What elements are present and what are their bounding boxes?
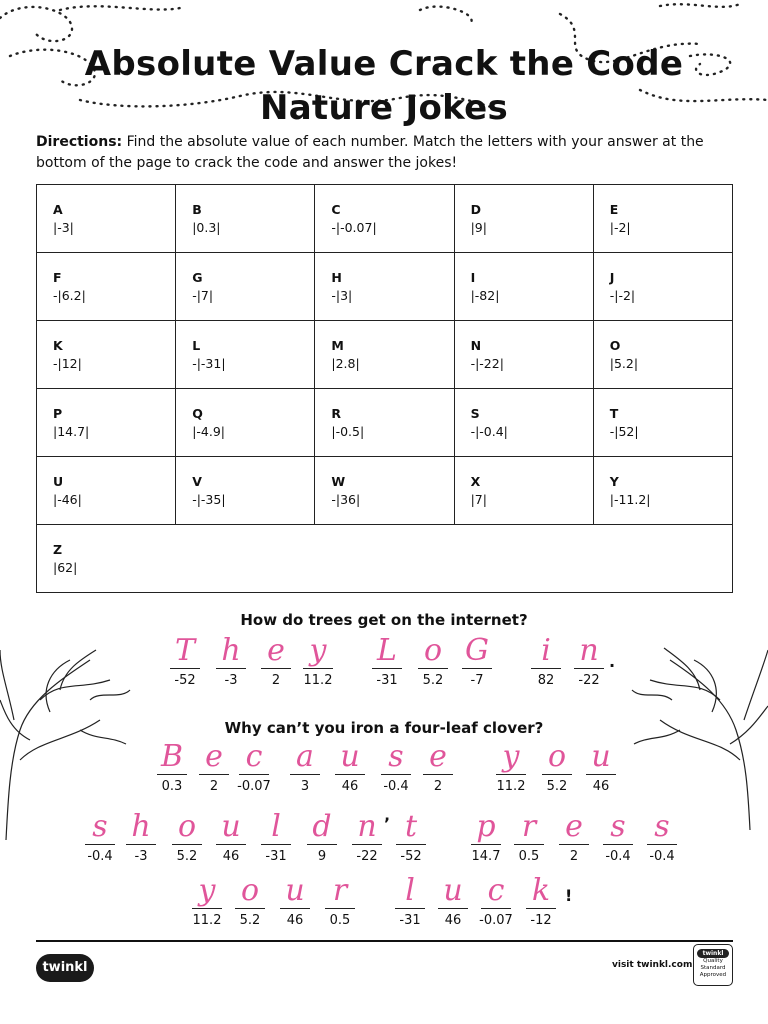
joke-1-slot[interactable] [528,633,564,689]
badge-text: Quality Standard Approved [699,958,727,978]
code-letter: Y [609,473,619,489]
code-number: -22 [578,673,600,688]
code-cell-n [454,321,593,389]
code-number: 5.2 [239,913,261,928]
joke-2-line-2-slot[interactable] [258,809,294,865]
code-number: -52 [174,673,196,688]
code-expression: -|-2| [609,287,636,303]
code-number: 0.5 [518,849,540,864]
code-expression: |9| [470,219,487,235]
code-number: 3 [300,779,310,794]
code-number: 2 [271,673,281,688]
handwritten-letter: e [429,739,447,774]
code-number: 11.2 [192,913,222,928]
code-cell-g [176,253,315,321]
joke-2-apostrophe: ’ [384,814,391,833]
blank-line [559,844,589,845]
code-expression: -|-0.07| [331,219,377,235]
code-expression: |-4.9| [192,423,225,439]
code-cell-h [315,253,454,321]
code-number: -0.4 [87,849,113,864]
twinkl-logo: twinkl [36,954,94,982]
code-cell-y [593,457,732,525]
handwritten-letter: e [205,739,223,774]
code-number: 0.3 [161,779,183,794]
blank-line [235,908,265,909]
code-cell-v [176,457,315,525]
blank-line [542,774,572,775]
blank-line [603,844,633,845]
code-cell-t [593,389,732,457]
blank-line [290,774,320,775]
code-letter: B [192,201,202,217]
code-cell-f [37,253,176,321]
code-table-row [37,389,733,457]
blank-line [531,668,561,669]
handwritten-letter: o [423,633,443,668]
joke-1-slot[interactable] [369,633,405,689]
code-cell-r [315,389,454,457]
joke-2-line-1-slot[interactable] [236,739,272,795]
code-cell-o [593,321,732,389]
blank-line [192,908,222,909]
code-letter: S [470,405,480,421]
joke-1-slot[interactable] [415,633,451,689]
code-number: 82 [537,673,555,688]
blank-line [307,844,337,845]
code-cell-a [37,185,176,253]
code-table [36,184,733,593]
handwritten-letter: s [92,809,108,844]
joke-2-line-3-slot[interactable] [523,873,559,929]
blank-line [303,668,333,669]
title-line-1: Absolute Value Crack the Code [84,44,684,84]
handwritten-letter: s [610,809,626,844]
code-expression: -|52| [609,423,639,439]
code-number: 2 [569,849,579,864]
joke-2-line-2-slot[interactable] [468,809,504,865]
blank-line [170,668,200,669]
blank-line [239,774,269,775]
code-table-row [37,525,733,593]
handwritten-letter: r [521,809,537,844]
handwritten-letter: a [296,739,314,774]
joke-2-line-2-slot[interactable] [123,809,159,865]
code-number: 46 [222,849,240,864]
joke-2-line-2-slot[interactable] [393,809,429,865]
blank-line [526,908,556,909]
code-letter: T [609,405,619,421]
code-letter: W [331,473,346,489]
blank-line [352,844,382,845]
handwritten-letter: s [388,739,404,774]
handwritten-letter: u [340,739,360,774]
code-expression: |7| [470,491,487,507]
blank-line [216,844,246,845]
code-cell-l [176,321,315,389]
blank-line [471,844,501,845]
blank-line [261,668,291,669]
code-expression: -|-22| [470,355,504,371]
joke-2-line-1-slot[interactable] [539,739,575,795]
joke-2-line-3-slot[interactable] [277,873,313,929]
handwritten-letter: n [357,809,377,844]
handwritten-letter: G [465,633,489,668]
code-cell-j [593,253,732,321]
blank-line [418,668,448,669]
code-letter: E [609,201,619,217]
handwritten-letter: u [443,873,463,908]
handwritten-letter: k [531,873,551,908]
handwritten-letter: h [131,809,151,844]
code-cell-m [315,321,454,389]
code-table-row [37,253,733,321]
code-letter: D [470,201,481,217]
blank-line [372,668,402,669]
blank-line [462,668,492,669]
code-number: 46 [444,913,462,928]
code-letter: P [53,405,63,421]
code-expression: |0.3| [192,219,221,235]
handwritten-letter: T [174,633,195,668]
blank-line [574,668,604,669]
code-number: 46 [286,913,304,928]
code-number: 14.7 [471,849,501,864]
visit-link[interactable]: visit twinkl.com [612,960,693,970]
joke-2-line-3-slot[interactable] [322,873,358,929]
code-expression: -|3| [331,287,353,303]
code-number: -0.4 [383,779,409,794]
blank-line [647,844,677,845]
code-number: 5.2 [546,779,568,794]
code-table-row [37,185,733,253]
code-expression: -|7| [192,287,214,303]
code-letter: V [192,473,202,489]
code-expression: |2.8| [331,355,360,371]
joke-2-line-3-slot[interactable] [392,873,428,929]
code-letter: A [53,201,63,217]
joke-2-line-1-slot[interactable] [493,739,529,795]
code-number: -31 [399,913,421,928]
code-number: -52 [400,849,422,864]
code-number: -31 [265,849,287,864]
handwritten-letter: h [221,633,241,668]
code-number: 5.2 [176,849,198,864]
code-letter: I [470,269,476,285]
code-table-row [37,457,733,525]
footer-divider [36,940,733,942]
code-letter: F [53,269,62,285]
handwritten-letter: d [312,809,332,844]
code-letter: U [53,473,64,489]
handwritten-letter: u [221,809,241,844]
code-expression: |-2| [609,219,631,235]
code-expression: |-3| [53,219,74,235]
code-cell-p [37,389,176,457]
blank-line [172,844,202,845]
code-cell-d [454,185,593,253]
blank-line [280,908,310,909]
blank-line [126,844,156,845]
code-number: -0.07 [237,779,271,794]
code-cell-u [37,457,176,525]
joke-2-line-2-slot[interactable] [644,809,680,865]
handwritten-letter: r [332,873,348,908]
code-number: 11.2 [496,779,526,794]
code-letter: Q [192,405,203,421]
blank-line [216,668,246,669]
blank-line [395,908,425,909]
code-number: -7 [470,673,484,688]
code-cell-s [454,389,593,457]
code-expression: |5.2| [609,355,639,371]
joke-1-slot[interactable] [167,633,203,689]
handwritten-letter: p [476,809,496,844]
code-number: -12 [530,913,552,928]
code-expression: |-11.2| [609,491,651,507]
code-cell-q [176,389,315,457]
handwritten-letter: c [245,739,263,774]
code-number: -0.07 [479,913,513,928]
handwritten-letter: u [285,873,305,908]
joke-1-end-punct: . [609,652,616,671]
quality-badge [693,944,733,986]
joke-1-slot[interactable] [300,633,336,689]
joke-2-line-1-slot[interactable] [332,739,368,795]
handwritten-letter: y [198,873,216,908]
code-letter: Z [53,541,63,557]
code-letter: L [192,337,201,353]
code-number: 11.2 [303,673,333,688]
page-title [0,42,768,130]
joke-1-slot[interactable] [571,633,607,689]
joke-2-line-2-slot[interactable] [213,809,249,865]
code-cell-z [37,525,733,593]
blank-line [481,908,511,909]
directions-label: Directions: [36,134,123,150]
blank-line [496,774,526,775]
joke-2-line-1-slot[interactable] [154,739,190,795]
code-number: 46 [341,779,359,794]
blank-line [423,774,453,775]
joke-2-line-2-slot[interactable] [169,809,205,865]
code-number: -3 [224,673,238,688]
code-number: 46 [592,779,610,794]
code-letter: K [53,337,63,353]
code-number: 2 [209,779,219,794]
code-expression: -|12| [53,355,82,371]
blank-line [438,908,468,909]
code-cell-x [454,457,593,525]
badge-brand: twinkl [697,949,729,958]
code-number: -31 [376,673,398,688]
handwritten-letter: l [271,809,281,844]
joke-2-line-3-slot[interactable] [189,873,225,929]
title-line-2: Nature Jokes [259,88,509,128]
handwritten-letter: o [240,873,260,908]
code-expression: -|-35| [192,491,226,507]
joke-2-line-1-slot[interactable] [583,739,619,795]
code-letter: G [192,269,203,285]
blank-line [157,774,187,775]
joke-2-line-2-slot[interactable] [349,809,385,865]
joke-1-slot[interactable] [459,633,495,689]
code-cell-k [37,321,176,389]
joke-2-line-3-slot[interactable] [478,873,514,929]
code-letter: H [331,269,342,285]
blank-line [586,774,616,775]
blank-line [261,844,291,845]
code-expression: -|-31| [192,355,226,371]
handwritten-letter: c [487,873,505,908]
code-cell-e [593,185,732,253]
blank-line [514,844,544,845]
handwritten-letter: i [541,633,551,668]
blank-line [396,844,426,845]
joke-2-line-2-slot[interactable] [600,809,636,865]
handwritten-letter: s [654,809,670,844]
handwritten-letter: t [404,809,418,844]
joke-1-question: How do trees get on the internet? [240,611,528,629]
joke-2-line-2-slot[interactable] [511,809,547,865]
blank-line [325,908,355,909]
code-cell-i [454,253,593,321]
handwritten-letter: L [377,633,397,668]
code-expression: |-46| [53,491,82,507]
tree-right-illustration [632,648,768,830]
joke-2-line-2-slot[interactable] [304,809,340,865]
code-letter: C [331,201,341,217]
handwritten-letter: e [267,633,285,668]
code-expression: |-0.5| [331,423,365,439]
handwritten-letter: y [309,633,327,668]
code-cell-w [315,457,454,525]
joke-2-line-2-slot[interactable] [556,809,592,865]
handwritten-letter: y [502,739,520,774]
handwritten-letter: l [405,873,415,908]
blank-line [85,844,115,845]
joke-2-line-3-slot[interactable] [232,873,268,929]
code-letter: J [609,269,615,285]
code-cell-c [315,185,454,253]
code-letter: X [470,473,481,489]
joke-2-line-1-slot[interactable] [196,739,232,795]
code-expression: -|36| [331,491,361,507]
code-number: 9 [317,849,327,864]
code-expression: -|-0.4| [470,423,508,439]
joke-2-line-1-slot[interactable] [378,739,414,795]
joke-2-line-3-slot[interactable] [435,873,471,929]
code-number: -0.4 [605,849,631,864]
blank-line [335,774,365,775]
code-number: 5.2 [422,673,444,688]
code-letter: M [331,337,344,353]
blank-line [199,774,229,775]
handwritten-letter: n [579,633,599,668]
joke-2-line-2-slot[interactable] [82,809,118,865]
code-letter: N [470,337,482,353]
code-number: 2 [433,779,443,794]
handwritten-letter: o [177,809,197,844]
directions-body: Find the absolute value of each number. Match the letters with your answer at the bottom of the page to crack the code and answer the jokes! [36,134,704,171]
joke-2-line-1-slot[interactable] [420,739,456,795]
code-expression: -|6.2| [53,287,86,303]
handwritten-letter: o [547,739,567,774]
joke-2-line-1-slot[interactable] [287,739,323,795]
code-cell-b [176,185,315,253]
code-expression: |62| [53,559,78,575]
directions-text [36,132,736,174]
handwritten-letter: e [565,809,583,844]
code-number: 0.5 [329,913,351,928]
code-table-row [37,321,733,389]
code-letter: O [609,337,621,353]
joke-2-question: Why can’t you iron a four-leaf clover? [224,719,544,737]
handwritten-letter: u [591,739,611,774]
handwritten-letter: B [160,739,184,774]
code-expression: |14.7| [53,423,90,439]
code-letter: R [331,405,342,421]
joke-2-end-punct: ! [565,886,573,905]
code-number: -0.4 [649,849,675,864]
joke-1-slot[interactable] [213,633,249,689]
joke-1-slot[interactable] [258,633,294,689]
code-number: -3 [134,849,148,864]
code-number: -22 [356,849,378,864]
code-expression: |-82| [470,287,500,303]
blank-line [381,774,411,775]
